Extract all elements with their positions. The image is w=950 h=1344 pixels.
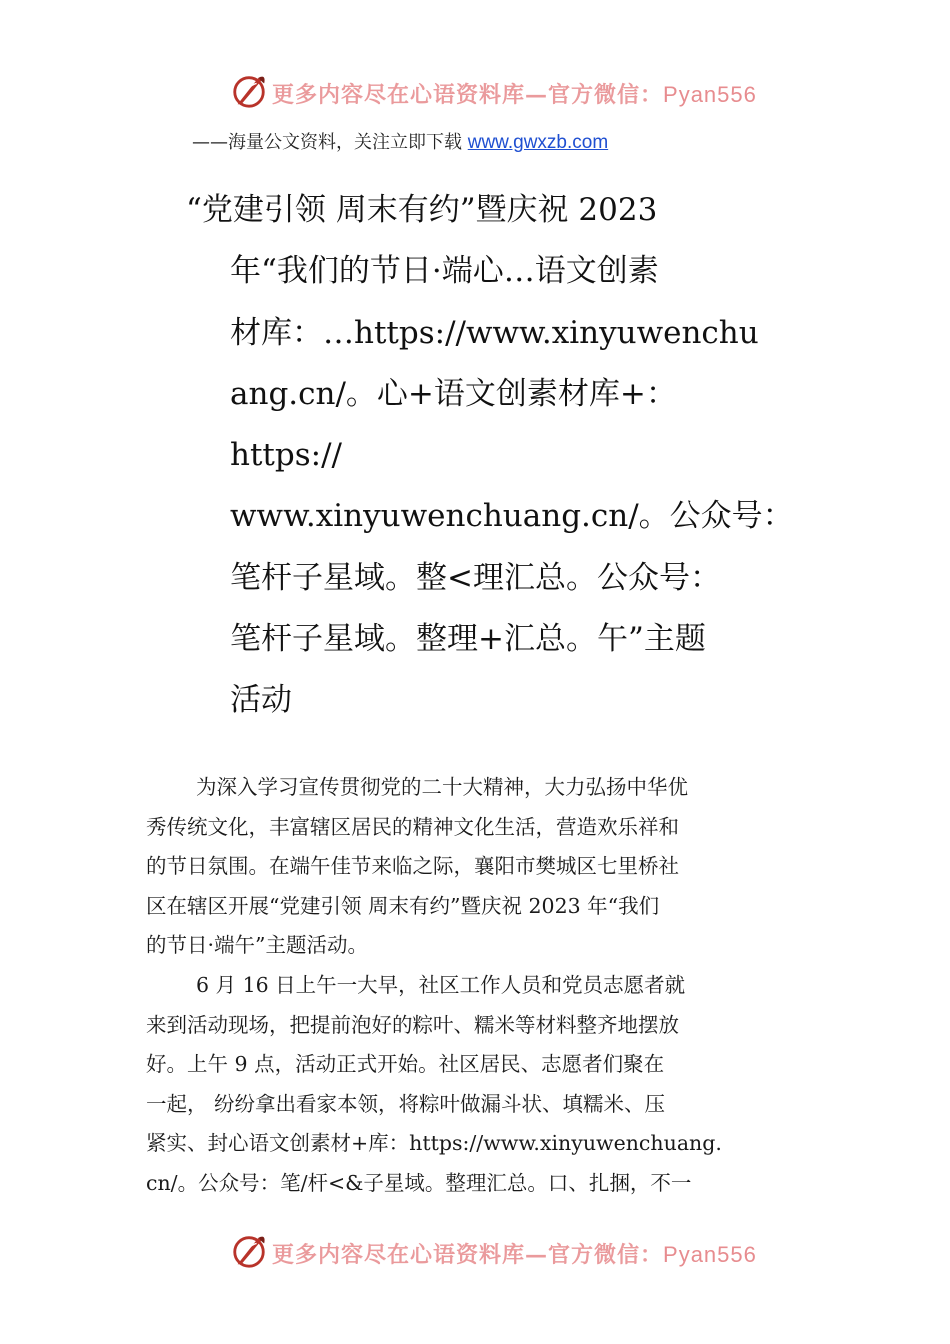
body-line: 的节日氛围。在端午佳节来临之际，襄阳市樊城区七里桥社: [146, 854, 679, 879]
footer-banner: [0, 1228, 950, 1278]
banner-wechat-id: Pyan556: [663, 82, 757, 107]
body-line: cn/。公众号：笔/杆<&子星域。整理汇总。口、扎捆，不一: [146, 1170, 692, 1195]
banner-text: [272, 78, 757, 109]
document-title: [186, 180, 794, 732]
body-line: 紧实、封心语文创素材+库：https://www.xinyuwenchuang.: [146, 1131, 722, 1156]
subheader-text: ——海量公文资料，关注立即下载: [192, 132, 468, 153]
banner-wechat-id: Pyan556: [663, 1242, 757, 1267]
title-line: ang.cn/。心+语文创素材库+：: [230, 375, 677, 412]
body-line: 区在辖区开展“党建引领 周末有约”暨庆祝 2023 年“我们: [146, 893, 660, 918]
header-banner: [0, 68, 950, 118]
body-line: 来到活动现场，把提前泡好的粽叶、糯米等材料整齐地摆放: [146, 1012, 679, 1037]
title-line: “党建引领 周末有约”暨庆祝 2023: [186, 192, 658, 228]
title-line: 年“我们的节日·端心…语文创素: [230, 253, 659, 290]
quill-logo-icon: [230, 1232, 268, 1270]
title-line: 活动: [230, 682, 292, 719]
body-line: 秀传统文化，丰富辖区居民的精神文化生活，营造欢乐祥和: [146, 814, 679, 839]
body-line: 为深入学习宣传贯彻党的二十大精神，大力弘扬中华优: [196, 775, 688, 799]
body-line: 的节日·端午”主题活动。: [146, 933, 368, 958]
banner-slogan: 更多内容尽在心语资料库—官方微信：: [272, 82, 664, 108]
title-line: 笔杆子星域。整理+汇总。午”主题: [230, 621, 706, 658]
banner-slogan: 更多内容尽在心语资料库—官方微信：: [272, 1242, 664, 1268]
body-line: 6 月 16 日上午一大早，社区工作人员和党员志愿者就: [196, 972, 686, 997]
title-line: 材库：…https://www.xinyuwenchu: [230, 314, 759, 351]
quill-logo-icon: [230, 72, 268, 110]
title-line: www.xinyuwenchuang.cn/。公众号：: [230, 498, 794, 535]
title-line: 笔杆子星域。整<理汇总。公众号：: [230, 559, 721, 596]
banner-text: [272, 1238, 757, 1269]
gwxzb-link[interactable]: www.gwxzb.com: [467, 132, 609, 153]
subheader: [192, 128, 608, 154]
body-line: 一起， 纷纷拿出看家本领，将粽叶做漏斗状、填糯米、压: [146, 1091, 666, 1116]
title-line: https://: [230, 437, 342, 474]
body-line: 好。上午 9 点，活动正式开始。社区居民、志愿者们聚在: [146, 1052, 665, 1077]
document-body: [146, 768, 808, 1204]
